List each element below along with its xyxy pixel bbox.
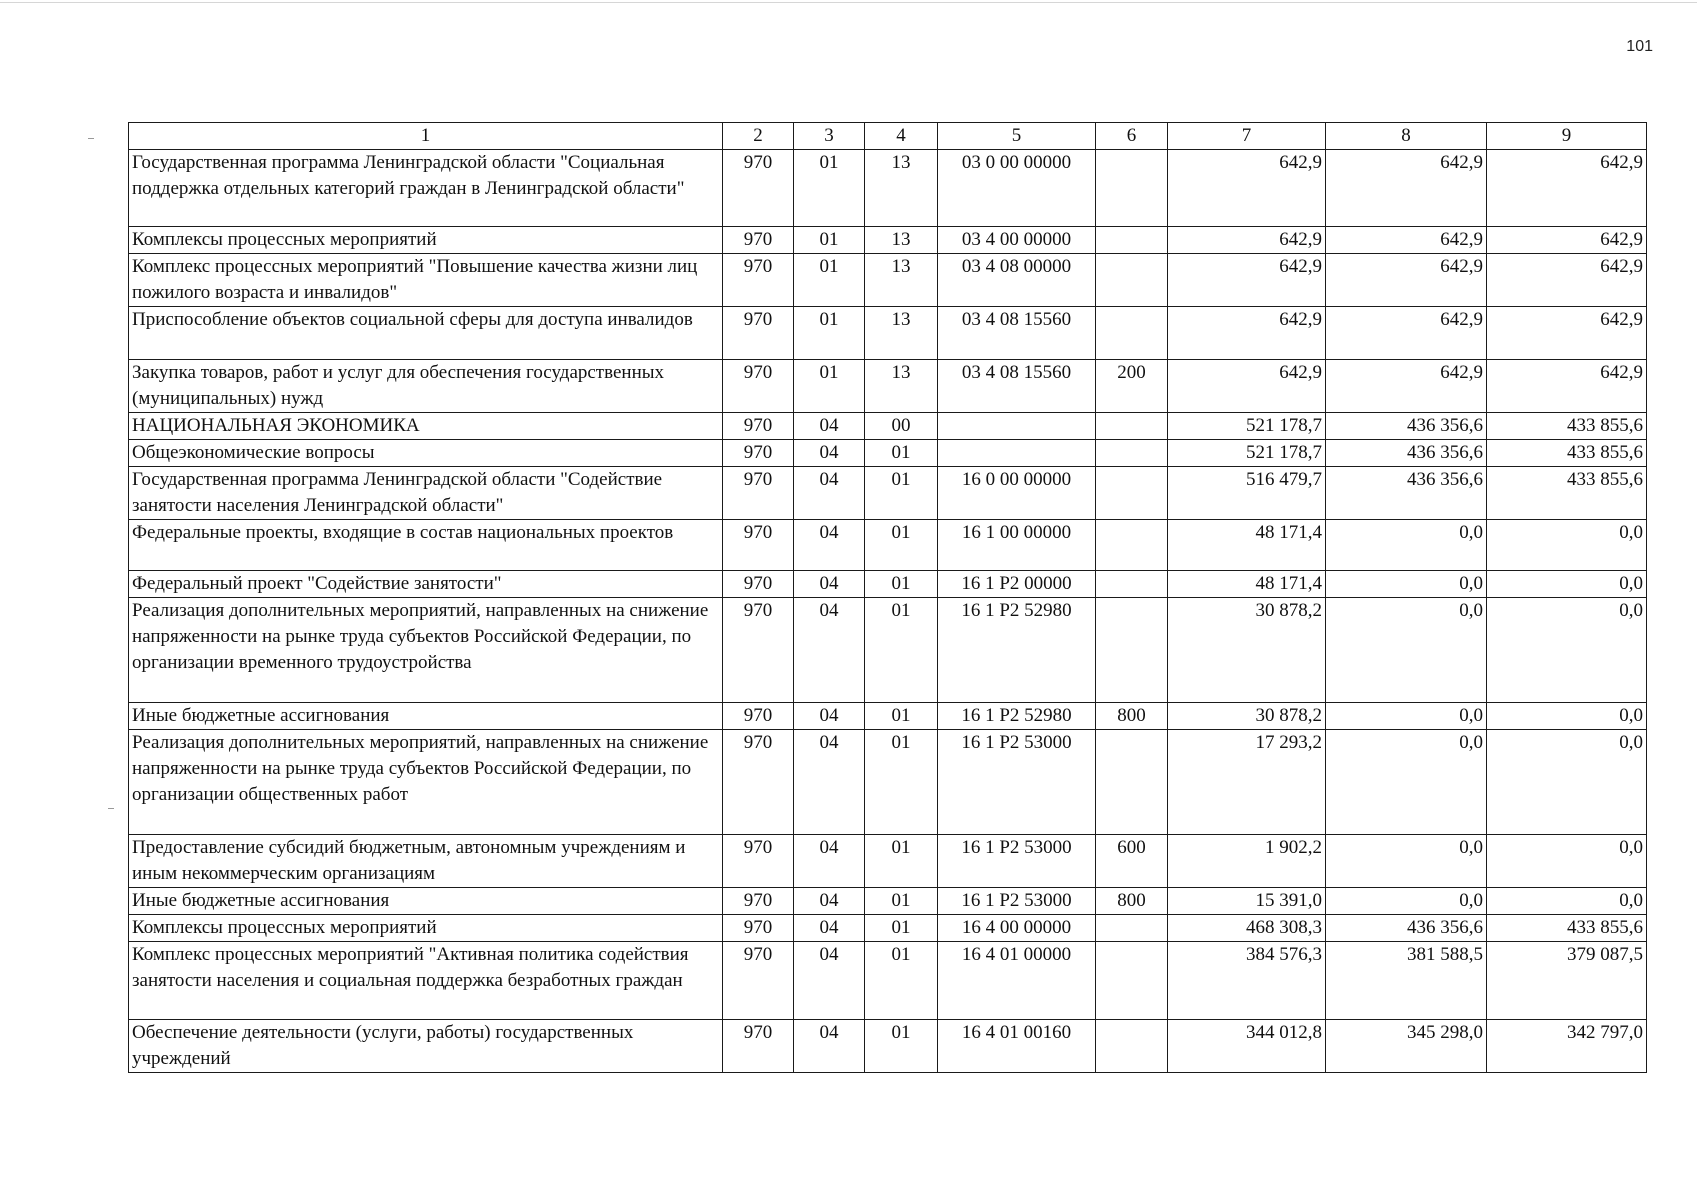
cell-col-6 — [1096, 1020, 1168, 1073]
header-cell: 6 — [1096, 123, 1168, 150]
row-name: Приспособление объектов социальной сферы для доступа инвалидов — [129, 307, 723, 360]
cell-col-4: 13 — [865, 360, 938, 413]
row-name: Закупка товаров, работ и услуг для обеспечения государственных (муниципальных) нужд — [129, 360, 723, 413]
table-row — [129, 150, 1647, 227]
table-row — [129, 254, 1647, 307]
cell-col-3: 04 — [794, 467, 865, 520]
cell-col-3: 01 — [794, 307, 865, 360]
row-name: Государственная программа Ленинградской области "Содействие занятости населения Ленинградской области" — [129, 467, 723, 520]
cell-col-2: 970 — [723, 598, 794, 703]
cell-col-8: 0,0 — [1326, 520, 1487, 571]
cell-col-6 — [1096, 598, 1168, 703]
cell-col-4: 01 — [865, 520, 938, 571]
cell-col-9: 0,0 — [1487, 835, 1647, 888]
cell-col-2: 970 — [723, 835, 794, 888]
cell-col-2: 970 — [723, 703, 794, 730]
cell-col-8: 436 356,6 — [1326, 440, 1487, 467]
cell-col-7: 642,9 — [1168, 150, 1326, 227]
cell-col-3: 04 — [794, 413, 865, 440]
table-row — [129, 598, 1647, 703]
header-cell: 8 — [1326, 123, 1487, 150]
cell-col-7: 17 293,2 — [1168, 730, 1326, 835]
cell-col-9: 0,0 — [1487, 730, 1647, 835]
cell-col-4: 01 — [865, 1020, 938, 1073]
cell-col-4: 01 — [865, 888, 938, 915]
table-row — [129, 571, 1647, 598]
cell-col-3: 04 — [794, 835, 865, 888]
cell-col-8: 436 356,6 — [1326, 915, 1487, 942]
cell-col-2: 970 — [723, 360, 794, 413]
cell-col-4: 01 — [865, 598, 938, 703]
cell-col-3: 04 — [794, 915, 865, 942]
cell-col-7: 48 171,4 — [1168, 520, 1326, 571]
scan-mark — [88, 138, 94, 139]
cell-col-9: 342 797,0 — [1487, 1020, 1647, 1073]
cell-col-3: 01 — [794, 150, 865, 227]
cell-col-8: 642,9 — [1326, 227, 1487, 254]
cell-col-5: 16 1 P2 53000 — [938, 888, 1096, 915]
cell-col-7: 642,9 — [1168, 227, 1326, 254]
cell-col-3: 01 — [794, 360, 865, 413]
cell-col-8: 381 588,5 — [1326, 942, 1487, 1020]
cell-col-9: 379 087,5 — [1487, 942, 1647, 1020]
table-row — [129, 915, 1647, 942]
cell-col-6 — [1096, 942, 1168, 1020]
cell-col-9: 0,0 — [1487, 520, 1647, 571]
cell-col-5: 16 1 P2 52980 — [938, 598, 1096, 703]
cell-col-7: 344 012,8 — [1168, 1020, 1326, 1073]
row-name: Комплекс процессных мероприятий "Активная политика содействия занятости населения и социальная поддержка безработных граждан — [129, 942, 723, 1020]
cell-col-7: 30 878,2 — [1168, 598, 1326, 703]
cell-col-3: 04 — [794, 598, 865, 703]
cell-col-7: 384 576,3 — [1168, 942, 1326, 1020]
budget-table — [128, 122, 1647, 1073]
header-cell: 1 — [129, 123, 723, 150]
cell-col-9: 642,9 — [1487, 227, 1647, 254]
cell-col-5: 03 4 08 15560 — [938, 360, 1096, 413]
cell-col-6: 800 — [1096, 888, 1168, 915]
cell-col-9: 0,0 — [1487, 703, 1647, 730]
cell-col-3: 04 — [794, 440, 865, 467]
table-row — [129, 467, 1647, 520]
cell-col-8: 436 356,6 — [1326, 467, 1487, 520]
header-cell: 4 — [865, 123, 938, 150]
row-name: Общеэкономические вопросы — [129, 440, 723, 467]
cell-col-9: 0,0 — [1487, 888, 1647, 915]
row-name: НАЦИОНАЛЬНАЯ ЭКОНОМИКА — [129, 413, 723, 440]
cell-col-4: 01 — [865, 835, 938, 888]
cell-col-6 — [1096, 254, 1168, 307]
row-name: Обеспечение деятельности (услуги, работы) государственных учреждений — [129, 1020, 723, 1073]
cell-col-2: 970 — [723, 942, 794, 1020]
cell-col-2: 970 — [723, 440, 794, 467]
header-cell: 5 — [938, 123, 1096, 150]
cell-col-5: 16 4 01 00000 — [938, 942, 1096, 1020]
cell-col-7: 468 308,3 — [1168, 915, 1326, 942]
cell-col-3: 01 — [794, 254, 865, 307]
table-row — [129, 360, 1647, 413]
cell-col-5: 16 0 00 00000 — [938, 467, 1096, 520]
cell-col-4: 13 — [865, 227, 938, 254]
header-cell: 3 — [794, 123, 865, 150]
cell-col-8: 642,9 — [1326, 360, 1487, 413]
table-row — [129, 888, 1647, 915]
cell-col-6 — [1096, 571, 1168, 598]
cell-col-9: 433 855,6 — [1487, 467, 1647, 520]
header-cell: 2 — [723, 123, 794, 150]
cell-col-5: 16 4 01 00160 — [938, 1020, 1096, 1073]
row-name: Иные бюджетные ассигнования — [129, 888, 723, 915]
header-cell: 7 — [1168, 123, 1326, 150]
cell-col-6: 800 — [1096, 703, 1168, 730]
cell-col-2: 970 — [723, 520, 794, 571]
cell-col-2: 970 — [723, 571, 794, 598]
cell-col-7: 642,9 — [1168, 360, 1326, 413]
table-row — [129, 307, 1647, 360]
cell-col-8: 0,0 — [1326, 730, 1487, 835]
table-row — [129, 835, 1647, 888]
cell-col-2: 970 — [723, 150, 794, 227]
cell-col-3: 04 — [794, 730, 865, 835]
cell-col-5 — [938, 440, 1096, 467]
cell-col-8: 0,0 — [1326, 598, 1487, 703]
cell-col-6 — [1096, 520, 1168, 571]
table-row — [129, 520, 1647, 571]
cell-col-9: 642,9 — [1487, 150, 1647, 227]
table-row — [129, 942, 1647, 1020]
cell-col-3: 04 — [794, 571, 865, 598]
table-row — [129, 440, 1647, 467]
cell-col-9: 433 855,6 — [1487, 440, 1647, 467]
row-name: Комплексы процессных мероприятий — [129, 915, 723, 942]
row-name: Реализация дополнительных мероприятий, направленных на снижение напряженности на рынке труда субъектов Российской Федерации, по организации общественных работ — [129, 730, 723, 835]
cell-col-8: 642,9 — [1326, 254, 1487, 307]
cell-col-7: 48 171,4 — [1168, 571, 1326, 598]
cell-col-2: 970 — [723, 413, 794, 440]
page-number: 101 — [1626, 38, 1653, 55]
cell-col-5: 16 1 P2 00000 — [938, 571, 1096, 598]
cell-col-4: 01 — [865, 440, 938, 467]
cell-col-6 — [1096, 307, 1168, 360]
cell-col-6 — [1096, 915, 1168, 942]
cell-col-2: 970 — [723, 730, 794, 835]
cell-col-5: 03 4 08 00000 — [938, 254, 1096, 307]
cell-col-9: 642,9 — [1487, 360, 1647, 413]
table-row — [129, 730, 1647, 835]
row-name: Комплексы процессных мероприятий — [129, 227, 723, 254]
cell-col-9: 642,9 — [1487, 254, 1647, 307]
cell-col-8: 436 356,6 — [1326, 413, 1487, 440]
row-name: Реализация дополнительных мероприятий, направленных на снижение напряженности на рынке труда субъектов Российской Федерации, по организации временного трудоустройства — [129, 598, 723, 703]
cell-col-8: 0,0 — [1326, 835, 1487, 888]
cell-col-8: 0,0 — [1326, 888, 1487, 915]
cell-col-2: 970 — [723, 227, 794, 254]
cell-col-5: 16 1 00 00000 — [938, 520, 1096, 571]
cell-col-5: 16 1 P2 52980 — [938, 703, 1096, 730]
cell-col-3: 04 — [794, 942, 865, 1020]
table-row — [129, 227, 1647, 254]
cell-col-2: 970 — [723, 915, 794, 942]
cell-col-7: 521 178,7 — [1168, 440, 1326, 467]
row-name: Предоставление субсидий бюджетным, автономным учреждениям и иным некоммерческим организациям — [129, 835, 723, 888]
cell-col-7: 521 178,7 — [1168, 413, 1326, 440]
cell-col-4: 01 — [865, 703, 938, 730]
cell-col-2: 970 — [723, 254, 794, 307]
row-name: Федеральный проект "Содействие занятости" — [129, 571, 723, 598]
cell-col-5: 03 4 00 00000 — [938, 227, 1096, 254]
cell-col-6 — [1096, 467, 1168, 520]
cell-col-2: 970 — [723, 888, 794, 915]
cell-col-3: 04 — [794, 888, 865, 915]
cell-col-7: 1 902,2 — [1168, 835, 1326, 888]
cell-col-9: 0,0 — [1487, 598, 1647, 703]
cell-col-3: 04 — [794, 520, 865, 571]
cell-col-4: 13 — [865, 307, 938, 360]
cell-col-2: 970 — [723, 307, 794, 360]
row-name: Комплекс процессных мероприятий "Повышение качества жизни лиц пожилого возраста и инвалидов" — [129, 254, 723, 307]
cell-col-6 — [1096, 440, 1168, 467]
row-name: Государственная программа Ленинградской области "Социальная поддержка отдельных категорий граждан в Ленинградской области" — [129, 150, 723, 227]
cell-col-8: 345 298,0 — [1326, 1020, 1487, 1073]
table-row — [129, 413, 1647, 440]
cell-col-5: 16 1 P2 53000 — [938, 835, 1096, 888]
cell-col-4: 13 — [865, 254, 938, 307]
cell-col-5: 16 4 00 00000 — [938, 915, 1096, 942]
table-row — [129, 1020, 1647, 1073]
cell-col-3: 04 — [794, 1020, 865, 1073]
cell-col-4: 01 — [865, 730, 938, 835]
cell-col-8: 642,9 — [1326, 150, 1487, 227]
cell-col-8: 0,0 — [1326, 703, 1487, 730]
cell-col-6 — [1096, 730, 1168, 835]
cell-col-4: 13 — [865, 150, 938, 227]
cell-col-7: 642,9 — [1168, 307, 1326, 360]
cell-col-7: 15 391,0 — [1168, 888, 1326, 915]
row-name: Иные бюджетные ассигнования — [129, 703, 723, 730]
cell-col-9: 0,0 — [1487, 571, 1647, 598]
cell-col-3: 01 — [794, 227, 865, 254]
cell-col-7: 516 479,7 — [1168, 467, 1326, 520]
cell-col-4: 01 — [865, 915, 938, 942]
cell-col-4: 01 — [865, 571, 938, 598]
cell-col-8: 642,9 — [1326, 307, 1487, 360]
cell-col-6: 200 — [1096, 360, 1168, 413]
cell-col-5 — [938, 413, 1096, 440]
table-row — [129, 703, 1647, 730]
cell-col-5: 03 4 08 15560 — [938, 307, 1096, 360]
scan-mark — [108, 808, 114, 809]
header-cell: 9 — [1487, 123, 1647, 150]
cell-col-5: 03 0 00 00000 — [938, 150, 1096, 227]
cell-col-6 — [1096, 150, 1168, 227]
cell-col-3: 04 — [794, 703, 865, 730]
cell-col-6 — [1096, 413, 1168, 440]
cell-col-9: 433 855,6 — [1487, 413, 1647, 440]
header-row — [129, 123, 1647, 150]
cell-col-6 — [1096, 227, 1168, 254]
cell-col-2: 970 — [723, 1020, 794, 1073]
cell-col-7: 642,9 — [1168, 254, 1326, 307]
cell-col-2: 970 — [723, 467, 794, 520]
cell-col-6: 600 — [1096, 835, 1168, 888]
cell-col-4: 01 — [865, 467, 938, 520]
cell-col-9: 642,9 — [1487, 307, 1647, 360]
row-name: Федеральные проекты, входящие в состав национальных проектов — [129, 520, 723, 571]
cell-col-5: 16 1 P2 53000 — [938, 730, 1096, 835]
cell-col-9: 433 855,6 — [1487, 915, 1647, 942]
cell-col-8: 0,0 — [1326, 571, 1487, 598]
cell-col-4: 00 — [865, 413, 938, 440]
cell-col-4: 01 — [865, 942, 938, 1020]
cell-col-7: 30 878,2 — [1168, 703, 1326, 730]
scan-top-edge — [0, 2, 1697, 3]
